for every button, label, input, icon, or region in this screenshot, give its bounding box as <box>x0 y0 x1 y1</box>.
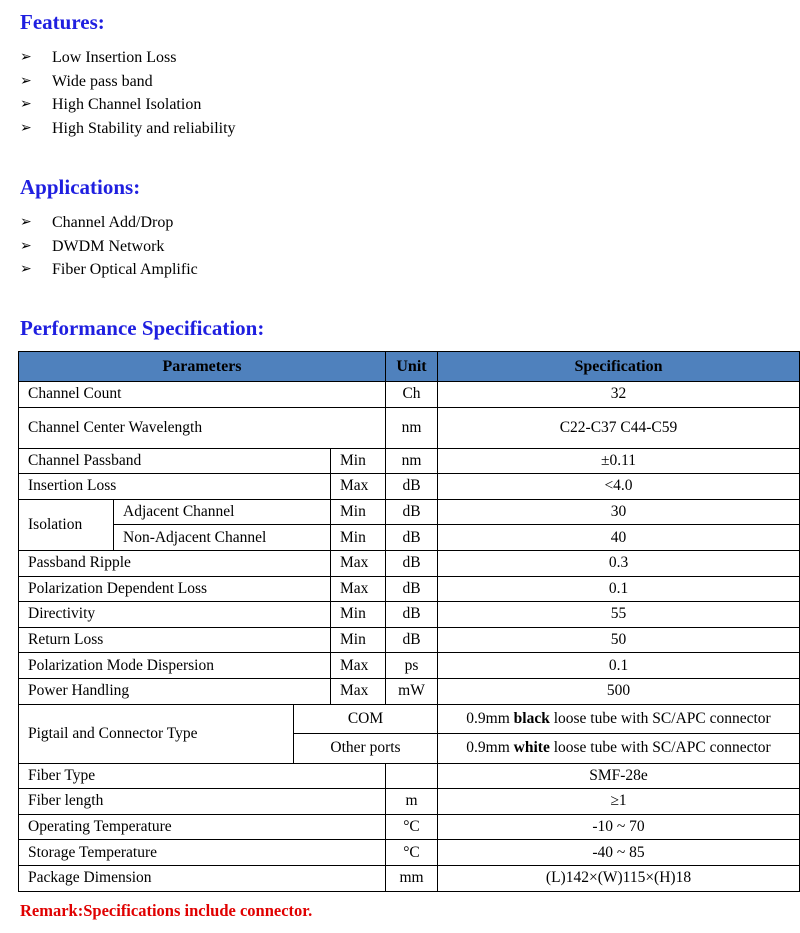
table-row: Channel Passband Min nm ±0.11 <box>19 448 800 474</box>
table-row: Pigtail and Connector Type COM 0.9mm black loose tube with SC/APC connector <box>19 704 800 734</box>
table-row: Operating Temperature °C -10 ~ 70 <box>19 814 800 840</box>
isolation-label: Isolation <box>19 499 114 550</box>
list-item: ➢ High Stability and reliability <box>20 117 236 141</box>
table-row: Fiber Type SMF-28e <box>19 763 800 789</box>
table-row: Storage Temperature °C -40 ~ 85 <box>19 840 800 866</box>
header-unit: Unit <box>386 352 438 382</box>
list-item: ➢ Wide pass band <box>20 70 236 94</box>
list-item: ➢ DWDM Network <box>20 235 198 259</box>
table-row: Passband Ripple Max dB 0.3 <box>19 550 800 576</box>
pigtail-com-spec: 0.9mm black loose tube with SC/APC connector <box>438 704 800 734</box>
applications-heading: Applications: <box>20 175 141 199</box>
arrow-bullet-icon: ➢ <box>20 119 32 136</box>
table-row: Isolation Adjacent Channel Min dB 30 <box>19 499 800 525</box>
table-header-row <box>19 352 800 382</box>
remark-note: Remark:Specifications include connector. <box>20 901 313 920</box>
arrow-bullet-icon: ➢ <box>20 214 32 230</box>
table-row: Directivity Min dB 55 <box>19 602 800 628</box>
list-item: ➢ Channel Add/Drop <box>20 211 198 235</box>
performance-spec-table <box>18 351 800 892</box>
table-row: Return Loss Min dB 50 <box>19 627 800 653</box>
table-row: Other ports 0.9mm white loose tube with SC/APC connector <box>19 734 800 764</box>
features-list <box>20 46 236 140</box>
list-item: ➢ High Channel Isolation <box>20 93 236 117</box>
header-parameters: Parameters <box>19 352 386 382</box>
table-row: Non-Adjacent Channel Min dB 40 <box>19 525 800 551</box>
arrow-bullet-icon: ➢ <box>20 261 32 277</box>
list-item: ➢ Low Insertion Loss <box>20 46 236 70</box>
table-row: Polarization Dependent Loss Max dB 0.1 <box>19 576 800 602</box>
table-row: Channel Count Ch 32 <box>19 382 800 408</box>
arrow-bullet-icon: ➢ <box>20 72 32 89</box>
performance-heading: Performance Specification: <box>20 316 265 340</box>
applications-list <box>20 211 198 282</box>
arrow-bullet-icon: ➢ <box>20 49 32 65</box>
table-row: Package Dimension mm (L)142×(W)115×(H)18 <box>19 865 800 891</box>
table-row: Polarization Mode Dispersion Max ps 0.1 <box>19 653 800 679</box>
features-heading: Features: <box>20 10 105 34</box>
arrow-bullet-icon: ➢ <box>20 237 32 254</box>
table-row: Channel Center Wavelength nm C22-C37 C44-C59 <box>19 407 800 448</box>
arrow-bullet-icon: ➢ <box>20 96 32 112</box>
table-row: Fiber length m ≥1 <box>19 789 800 815</box>
pigtail-other-spec: 0.9mm white loose tube with SC/APC connector <box>438 734 800 764</box>
table-row: Insertion Loss Max dB <4.0 <box>19 474 800 500</box>
header-specification: Specification <box>438 352 800 382</box>
pigtail-label: Pigtail and Connector Type <box>19 704 294 763</box>
table-row: Power Handling Max mW 500 <box>19 678 800 704</box>
list-item: ➢ Fiber Optical Amplific <box>20 258 198 282</box>
